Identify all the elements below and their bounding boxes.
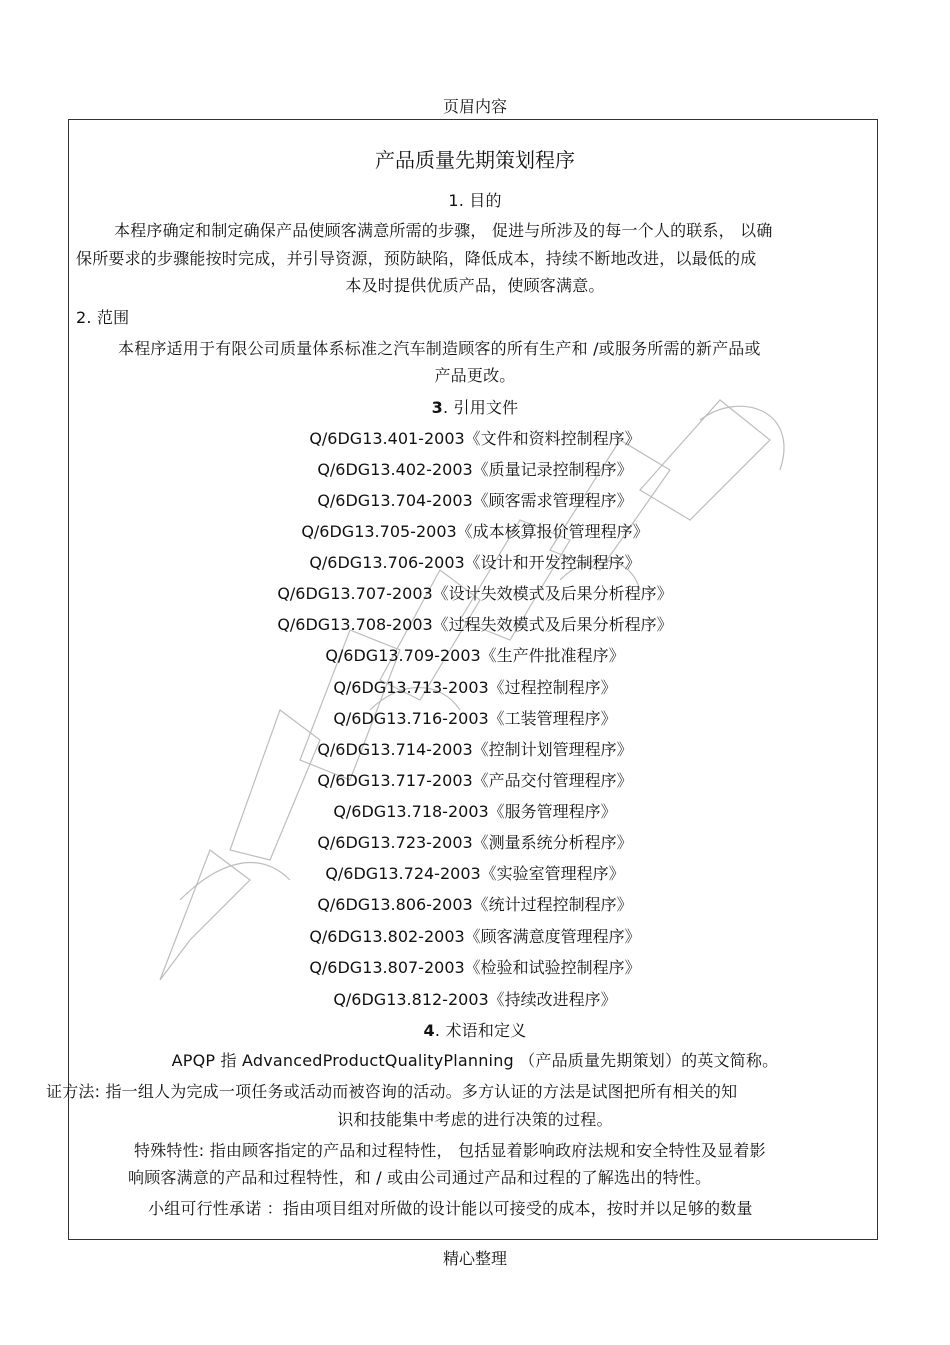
reference-item: Q/6DG13.724-2003《实验室管理程序》 <box>325 864 625 883</box>
reference-item: Q/6DG13.706-2003《设计和开发控制程序》 <box>309 553 641 572</box>
reference-item: Q/6DG13.717-2003《产品交付管理程序》 <box>317 771 633 790</box>
reference-item: Q/6DG13.806-2003《统计过程控制程序》 <box>317 895 633 914</box>
reference-item: Q/6DG13.707-2003《设计失效模式及后果分析程序》 <box>277 584 673 603</box>
reference-item: Q/6DG13.802-2003《顾客满意度管理程序》 <box>309 927 641 946</box>
definition-special-line-1: 特殊特性: 指由顾客指定的产品和过程特性， 包括显着影响政府法规和安全特性及显着影 <box>134 1141 766 1160</box>
section-1-line-3: 本及时提供优质产品，使顾客满意。 <box>345 276 605 295</box>
section-2-heading: 2. 范围 <box>76 308 130 327</box>
definition-feasibility: 小组可行性承诺 ：指由项目组对所做的设计能以可接受的成本，按时并以足够的数量 <box>148 1199 753 1218</box>
section-1-heading: 1. 目的 <box>448 191 502 210</box>
section-3-title: . 引用文件 <box>442 398 519 417</box>
section-4-number: 4 <box>423 1021 435 1040</box>
reference-item: Q/6DG13.713-2003《过程控制程序》 <box>333 678 617 697</box>
definition-apqp: APQP 指 AdvancedProductQualityPlanning （产品质量先期策划）的英文简称。 <box>171 1051 779 1070</box>
reference-item: Q/6DG13.807-2003《检验和试验控制程序》 <box>309 958 641 977</box>
reference-item: Q/6DG13.708-2003《过程失效模式及后果分析程序》 <box>277 615 673 634</box>
section-2-line-1: 本程序适用于有限公司质量体系标准之汽车制造顾客的所有生产和 /或服务所需的新产品或 <box>118 339 761 358</box>
section-4-heading <box>0 1018 950 1041</box>
section-3-number: 3 <box>431 398 443 417</box>
definition-multi-party-line-1: 证方法: 指一组人为完成一项任务或活动而被咨询的活动。多方认证的方法是试图把所有相关的知 <box>46 1082 738 1101</box>
section-2-line-2: 产品更改。 <box>434 366 516 385</box>
reference-item: Q/6DG13.812-2003《持续改进程序》 <box>333 990 617 1009</box>
reference-item: Q/6DG13.705-2003《成本核算报价管理程序》 <box>301 522 649 541</box>
reference-item: Q/6DG13.718-2003《服务管理程序》 <box>333 802 617 821</box>
document-title: 产品质量先期策划程序 <box>375 148 575 172</box>
reference-item: Q/6DG13.714-2003《控制计划管理程序》 <box>317 740 633 759</box>
page-footer: 精心整理 <box>442 1249 507 1268</box>
section-1-line-1: 本程序确定和制定确保产品使顾客满意所需的步骤， 促进与所涉及的每一个人的联系， 以确 <box>114 221 773 240</box>
reference-item: Q/6DG13.716-2003《工装管理程序》 <box>333 709 617 728</box>
section-1-line-2: 保所要求的步骤能按时完成，并引导资源，预防缺陷，降低成本，持续不断地改进，以最低的成 <box>76 249 757 268</box>
reference-item: Q/6DG13.709-2003《生产件批准程序》 <box>325 646 625 665</box>
reference-item: Q/6DG13.704-2003《顾客需求管理程序》 <box>317 491 633 510</box>
section-4-title: . 术语和定义 <box>434 1021 527 1040</box>
page-header: 页眉内容 <box>442 97 507 116</box>
reference-item: Q/6DG13.402-2003《质量记录控制程序》 <box>317 460 633 479</box>
definition-multi-party-line-2: 识和技能集中考虑的进行决策的过程。 <box>337 1110 613 1129</box>
definition-special-line-2: 响顾客满意的产品和过程特性，和 / 或由公司通过产品和过程的了解选出的特性。 <box>128 1168 712 1187</box>
section-3-heading <box>0 395 950 418</box>
reference-item: Q/6DG13.723-2003《测量系统分析程序》 <box>317 833 633 852</box>
reference-item: Q/6DG13.401-2003《文件和资料控制程序》 <box>309 429 641 448</box>
